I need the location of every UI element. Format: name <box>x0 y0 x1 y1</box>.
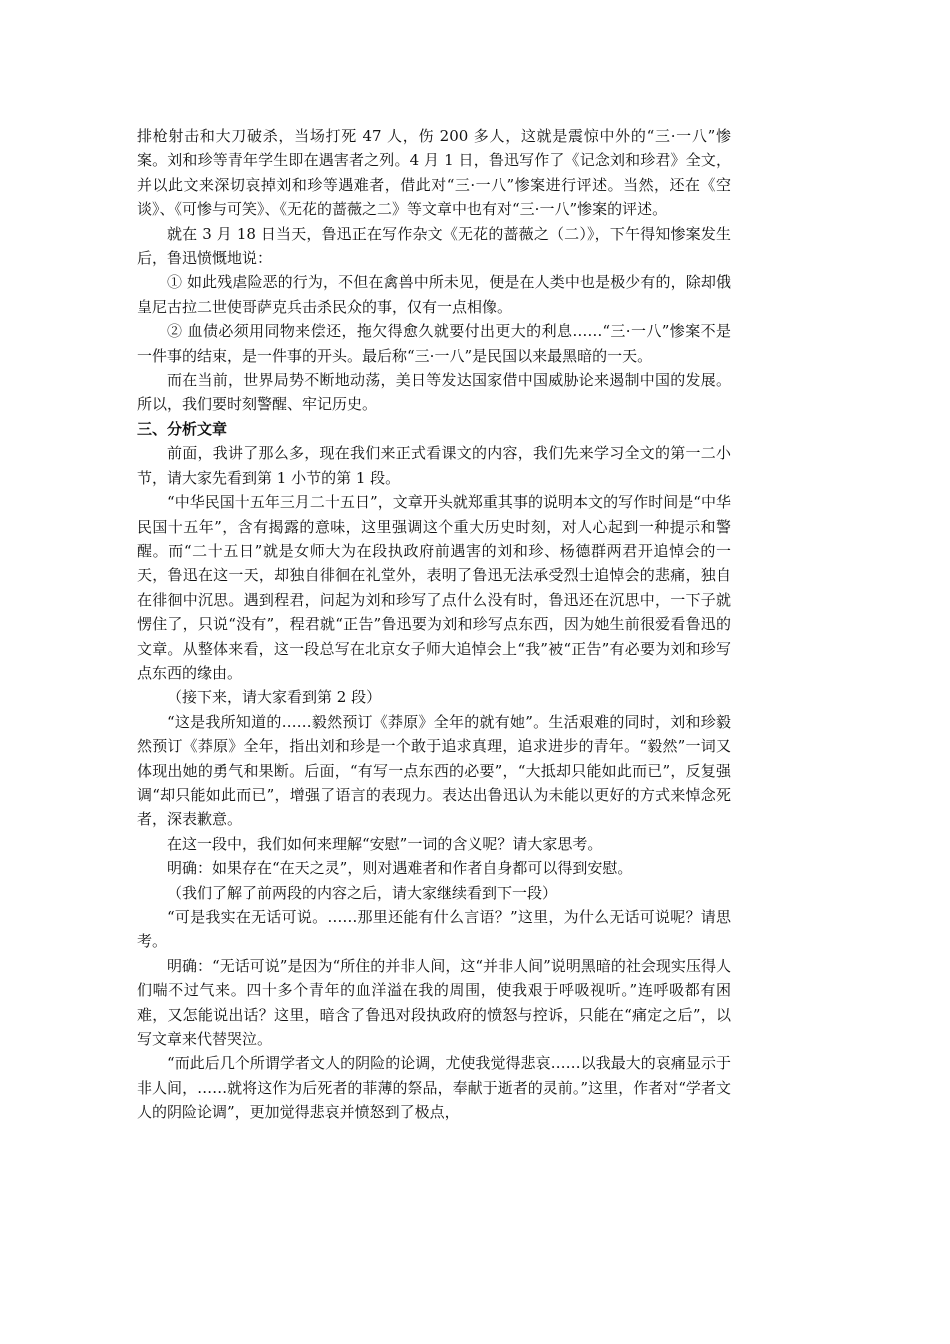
analysis-paragraph-9: 明确：“无话可说”是因为“所住的并非人间，这“并非人间”说明黑暗的社会现实压得人们喘不过气来。四十多个青年的血洋溢在我的周围，使我艰于呼吸视听。”连呼吸都有困难，又怎能说出话？这里，暗含了鲁迅对段执政府的愤怒与控诉，只能在“痛定之后”，以写文章来代替哭泣。 <box>137 956 731 1049</box>
analysis-paragraph-3: （接下来，请大家看到第 2 段） <box>167 688 382 707</box>
analysis-paragraph-7: （我们了解了前两段的内容之后，请大家继续看到下一段） <box>167 883 558 902</box>
analysis-paragraph-10: “而此后几个所谓学者文人的阴险的论调，尤使我觉得悲哀……以我最大的哀痛显示于非人间，……就将这作为后死者的菲薄的祭品，奉献于逝者的灵前。”这里，作者对“学者文人的阴险论调”，更加觉得悲哀并愤怒到了极点， <box>137 1054 731 1122</box>
paragraph-1: 排枪射击和大刀破杀，当场打死 47 人，伤 200 多人，这就是震惊中外的“三·一八”惨案。刘和珍等青年学生即在遇害者之列。4 月 1 日，鲁迅写作了《记念刘和珍君》全文，并以此文来深切哀掉刘和珍等遇难者，借此对“三·一八”惨案进行评述。当然，还在《空谈》、《可惨与可笑》、《无花的蔷薇之二》等文章中也有对“三·一八”惨案的评述。 <box>137 127 731 219</box>
section-heading: 三、分析文章 <box>137 419 228 438</box>
paragraph-2: 就在 3 月 18 日当天，鲁迅正在写作杂文《无花的蔷薇之（二）》，下午得知惨案发生后，鲁迅愤慨地说： <box>137 224 731 268</box>
analysis-paragraph-8: “可是我实在无话可说。……那里还能有什么言语？”这里，为什么无话可说呢？请思考。 <box>137 908 731 951</box>
analysis-paragraph-6: 明确：如果存在“在天之灵”，则对遇难者和作者自身都可以得到安慰。 <box>167 859 633 878</box>
quote-2: ② 血债必须用同物来偿还，拖欠得愈久就要付出更大的利息……“三·一八”惨案不是一件事的结束，是一件事的开头。最后称“三·一八”是民国以来最黑暗的一天。 <box>137 322 731 365</box>
analysis-paragraph-5: 在这一段中，我们如何来理解“安慰”一词的含义呢？请大家思考。 <box>167 834 603 853</box>
analysis-paragraph-4: “这是我所知道的……毅然预订《莽原》全年的就有她”。生活艰难的同时，刘和珍毅然预订《莽原》全年，指出刘和珍是一个敢于追求真理，追求进步的青年。“毅然”一词又体现出她的勇气和果断。后面，“有写一点东西的必要”，“大抵却只能如此而已”，反复强调“却只能如此而已”，增强了语言的表现力。表达出鲁迅认为未能以更好的方式来悼念死者，深表歉意。 <box>137 712 731 829</box>
quote-1: ① 如此残虐险恶的行为，不但在禽兽中所未见，便是在人类中也是极少有的，除却俄皇尼古拉二世使哥萨克兵击杀民众的事，仅有一点相像。 <box>137 273 731 316</box>
paragraph-3: 而在当前，世界局势不断地动荡，美日等发达国家借中国威胁论来遏制中国的发展。所以，我们要时刻警醒、牢记历史。 <box>137 371 731 414</box>
analysis-paragraph-1: 前面，我讲了那么多，现在我们来正式看课文的内容，我们先来学习全文的第一二小节，请大家先看到第 1 小节的第 1 段。 <box>137 444 731 487</box>
document-page <box>137 124 731 1125</box>
analysis-paragraph-2: “中华民国十五年三月二十五日”，文章开头就郑重其事的说明本文的写作时间是“中华民国十五年”，含有揭露的意味，这里强调这个重大历史时刻，对人心起到一种提示和警醒。而“二十五日”就是女师大为在段执政府前遇害的刘和珍、杨德群两君开追悼会的一天，鲁迅在这一天，却独自徘徊在礼堂外，表明了鲁迅无法承受烈士追悼会的悲痛，独自在徘徊中沉思。遇到程君，问起为刘和珍写了点什么没有时，鲁迅还在沉思中，一下子就愣住了，只说“没有”，程君就“正告”鲁迅要为刘和珍写点东西，因为她生前很爱看鲁迅的文章。从整体来看，这一段总写在北京女子师大追悼会上“我”被“正告”有必要为刘和珍写点东西的缘由。 <box>137 493 731 682</box>
